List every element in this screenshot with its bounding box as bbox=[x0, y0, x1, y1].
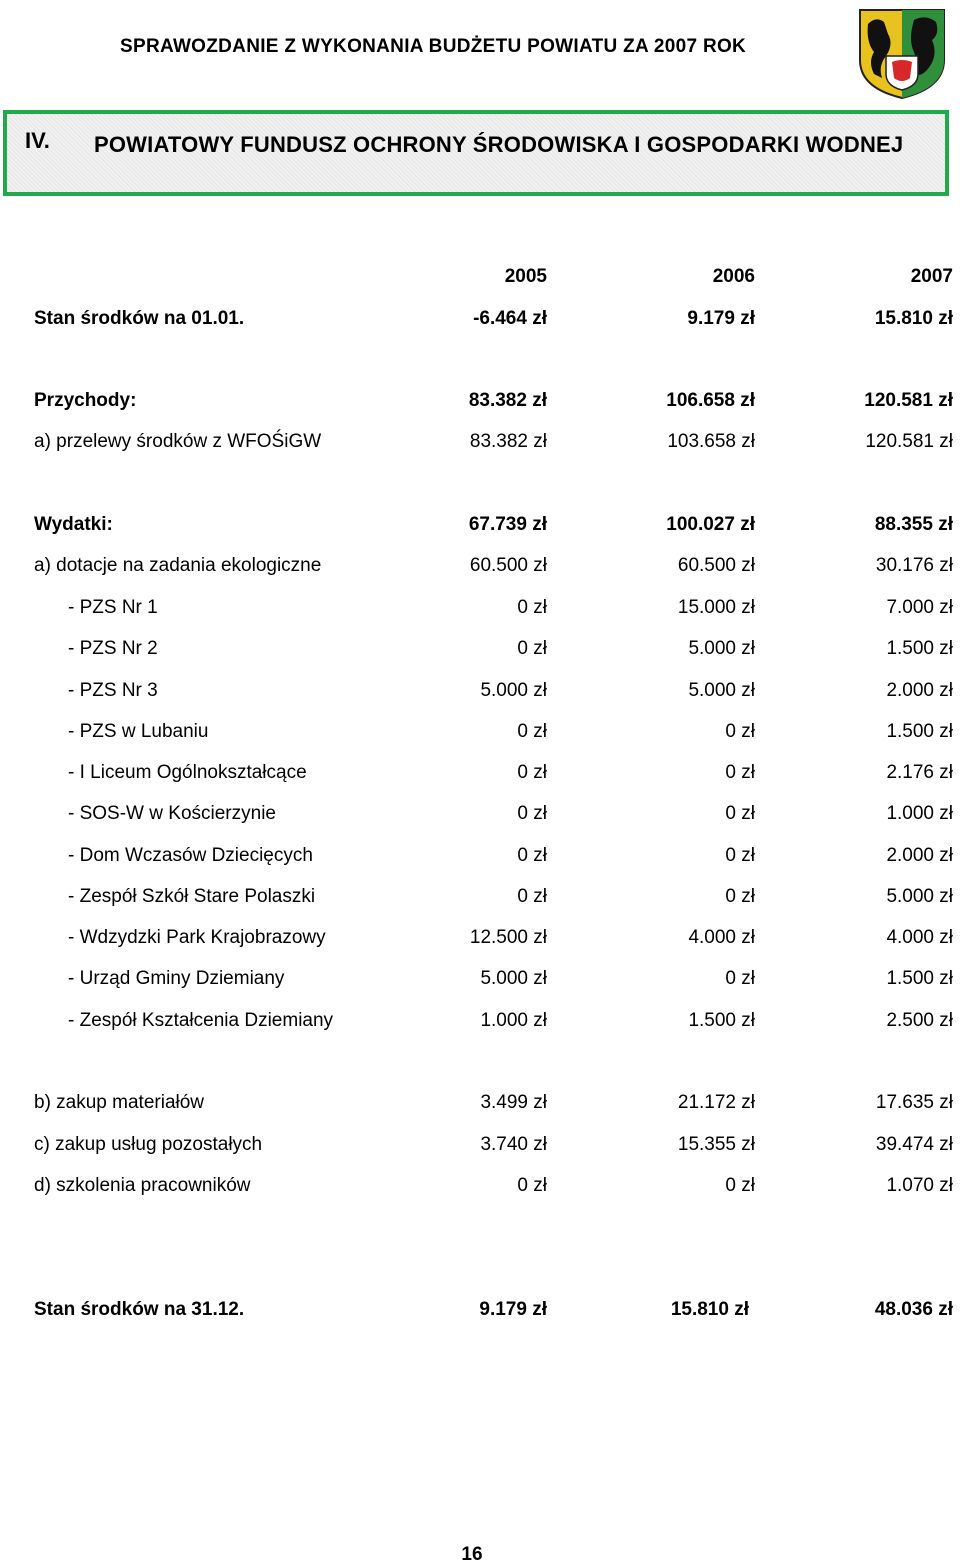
value-2006: 4.000 zł bbox=[688, 927, 755, 948]
value-2006: 21.172 zł bbox=[677, 1092, 755, 1113]
value-2005: 5.000 zł bbox=[480, 968, 547, 989]
table-row bbox=[0, 390, 960, 416]
value-2005: 0 zł bbox=[517, 762, 547, 783]
table-row bbox=[0, 845, 960, 871]
value-2006: 60.500 zł bbox=[677, 555, 755, 576]
row-label: Wydatki: bbox=[34, 514, 113, 535]
value-2005: 83.382 zł bbox=[468, 390, 547, 411]
value-2007: 7.000 zł bbox=[886, 597, 953, 618]
value-2007: 88.355 zł bbox=[874, 514, 953, 535]
value-2006: 15.355 zł bbox=[677, 1134, 755, 1155]
row-label: Stan środków na 31.12. bbox=[34, 1299, 245, 1320]
table-row bbox=[0, 1175, 960, 1201]
section-title: POWIATOWY FUNDUSZ OCHRONY ŚRODOWISKA I GOSPODARKI WODNEJ bbox=[94, 132, 904, 157]
row-label: - PZS Nr 1 bbox=[68, 597, 158, 618]
section-number: IV. bbox=[25, 128, 50, 153]
value-2007: 2.000 zł bbox=[886, 845, 953, 866]
table-row bbox=[0, 1134, 960, 1160]
table-row bbox=[0, 597, 960, 623]
table-row bbox=[0, 1092, 960, 1118]
value-2007: 2.000 zł bbox=[886, 680, 953, 701]
row-label: - I Liceum Ogólnokształcące bbox=[68, 762, 307, 783]
value-2005: 12.500 zł bbox=[469, 927, 547, 948]
value-2006: 106.658 zł bbox=[666, 390, 755, 411]
row-label: b) zakup materiałów bbox=[34, 1092, 205, 1113]
value-2006: 1.500 zł bbox=[688, 1010, 755, 1031]
row-label: Stan środków na 01.01. bbox=[34, 308, 245, 329]
value-2006: 0 zł bbox=[725, 886, 755, 907]
value-2005: 0 zł bbox=[517, 721, 547, 742]
value-2006: 0 zł bbox=[725, 762, 755, 783]
row-label: - SOS-W w Kościerzynie bbox=[68, 803, 276, 824]
value-2005: 5.000 zł bbox=[480, 680, 547, 701]
value-2005: 0 zł bbox=[517, 803, 547, 824]
value-2005: 83.382 zł bbox=[469, 431, 547, 452]
row-label: - Zespół Szkół Stare Polaszki bbox=[68, 886, 316, 907]
years-header-row bbox=[0, 266, 960, 292]
table-row bbox=[0, 1010, 960, 1036]
value-2006: 9.179 zł bbox=[687, 308, 755, 329]
value-2006: 5.000 zł bbox=[688, 638, 755, 659]
row-label: - PZS w Lubaniu bbox=[68, 721, 209, 742]
value-2006: 100.027 zł bbox=[666, 514, 755, 535]
row-label: c) zakup usług pozostałych bbox=[34, 1134, 263, 1155]
row-label: Przychody: bbox=[34, 390, 137, 411]
year-2006: 2006 bbox=[712, 266, 755, 287]
page-number: 16 bbox=[461, 1544, 483, 1565]
row-label: - Urząd Gminy Dziemiany bbox=[68, 968, 285, 989]
value-2005: 3.499 zł bbox=[480, 1092, 547, 1113]
value-2007: 2.176 zł bbox=[886, 762, 953, 783]
value-2007: 120.581 zł bbox=[865, 431, 953, 452]
table-row bbox=[0, 680, 960, 706]
value-2006: 0 zł bbox=[725, 1175, 755, 1196]
value-2005: 0 zł bbox=[517, 886, 547, 907]
value-2005: 9.179 zł bbox=[479, 1299, 547, 1320]
table-row bbox=[0, 638, 960, 664]
row-label: - Dom Wczasów Dziecięcych bbox=[68, 845, 313, 866]
table-row bbox=[0, 514, 960, 540]
value-2007: 1.070 zł bbox=[886, 1175, 953, 1196]
row-label: - Wdzydzki Park Krajobrazowy bbox=[68, 927, 326, 948]
value-2006: 0 zł bbox=[725, 721, 755, 742]
table-row bbox=[0, 721, 960, 747]
value-2006: 15.000 zł bbox=[677, 597, 755, 618]
value-2005: 67.739 zł bbox=[468, 514, 547, 535]
table-row bbox=[0, 762, 960, 788]
row-label: a) dotacje na zadania ekologiczne bbox=[34, 555, 322, 576]
table-row bbox=[0, 803, 960, 829]
value-2007: 1.500 zł bbox=[886, 638, 953, 659]
value-2005: 0 zł bbox=[517, 1175, 547, 1196]
row-label: - PZS Nr 3 bbox=[68, 680, 158, 701]
row-label: - Zespół Kształcenia Dziemiany bbox=[68, 1010, 334, 1031]
value-2007: 1.500 zł bbox=[886, 968, 953, 989]
table-row bbox=[0, 431, 960, 457]
value-2006: 103.658 zł bbox=[667, 431, 755, 452]
value-2007: 5.000 zł bbox=[886, 886, 953, 907]
table-row bbox=[0, 886, 960, 912]
value-2007: 17.635 zł bbox=[875, 1092, 953, 1113]
value-2007: 1.500 zł bbox=[886, 721, 953, 742]
table-row bbox=[0, 927, 960, 953]
value-2005: 0 zł bbox=[517, 597, 547, 618]
row-label: d) szkolenia pracowników bbox=[34, 1175, 251, 1196]
value-2007: 30.176 zł bbox=[875, 555, 953, 576]
year-2007: 2007 bbox=[910, 266, 953, 287]
value-2007: 39.474 zł bbox=[875, 1134, 953, 1155]
value-2007: 15.810 zł bbox=[874, 308, 953, 329]
value-2006: 0 zł bbox=[725, 803, 755, 824]
value-2005: 0 zł bbox=[517, 638, 547, 659]
value-2005: 1.000 zł bbox=[480, 1010, 547, 1031]
table-row bbox=[0, 308, 960, 334]
year-2005: 2005 bbox=[504, 266, 547, 287]
value-2007: 2.500 zł bbox=[886, 1010, 953, 1031]
value-2006: 0 zł bbox=[725, 968, 755, 989]
value-2006: 5.000 zł bbox=[688, 680, 755, 701]
report-title: SPRAWOZDANIE Z WYKONANIA BUDŻETU POWIATU ZA 2007 ROK bbox=[120, 36, 747, 57]
value-2007: 1.000 zł bbox=[886, 803, 953, 824]
section-header bbox=[3, 110, 949, 196]
coat-of-arms-icon bbox=[856, 4, 948, 100]
value-2006: 0 zł bbox=[725, 845, 755, 866]
value-2006: 15.810 zł bbox=[670, 1299, 749, 1320]
table-row bbox=[0, 1299, 960, 1325]
row-label: a) przelewy środków z WFOŚiGW bbox=[34, 431, 322, 452]
value-2005: 3.740 zł bbox=[480, 1134, 547, 1155]
value-2007: 4.000 zł bbox=[886, 927, 953, 948]
value-2007: 48.036 zł bbox=[874, 1299, 953, 1320]
value-2007: 120.581 zł bbox=[864, 390, 953, 411]
table-row bbox=[0, 555, 960, 581]
table-row bbox=[0, 968, 960, 994]
value-2005: 0 zł bbox=[517, 845, 547, 866]
value-2005: 60.500 zł bbox=[469, 555, 547, 576]
value-2005: -6.464 zł bbox=[473, 308, 547, 329]
row-label: - PZS Nr 2 bbox=[68, 638, 158, 659]
